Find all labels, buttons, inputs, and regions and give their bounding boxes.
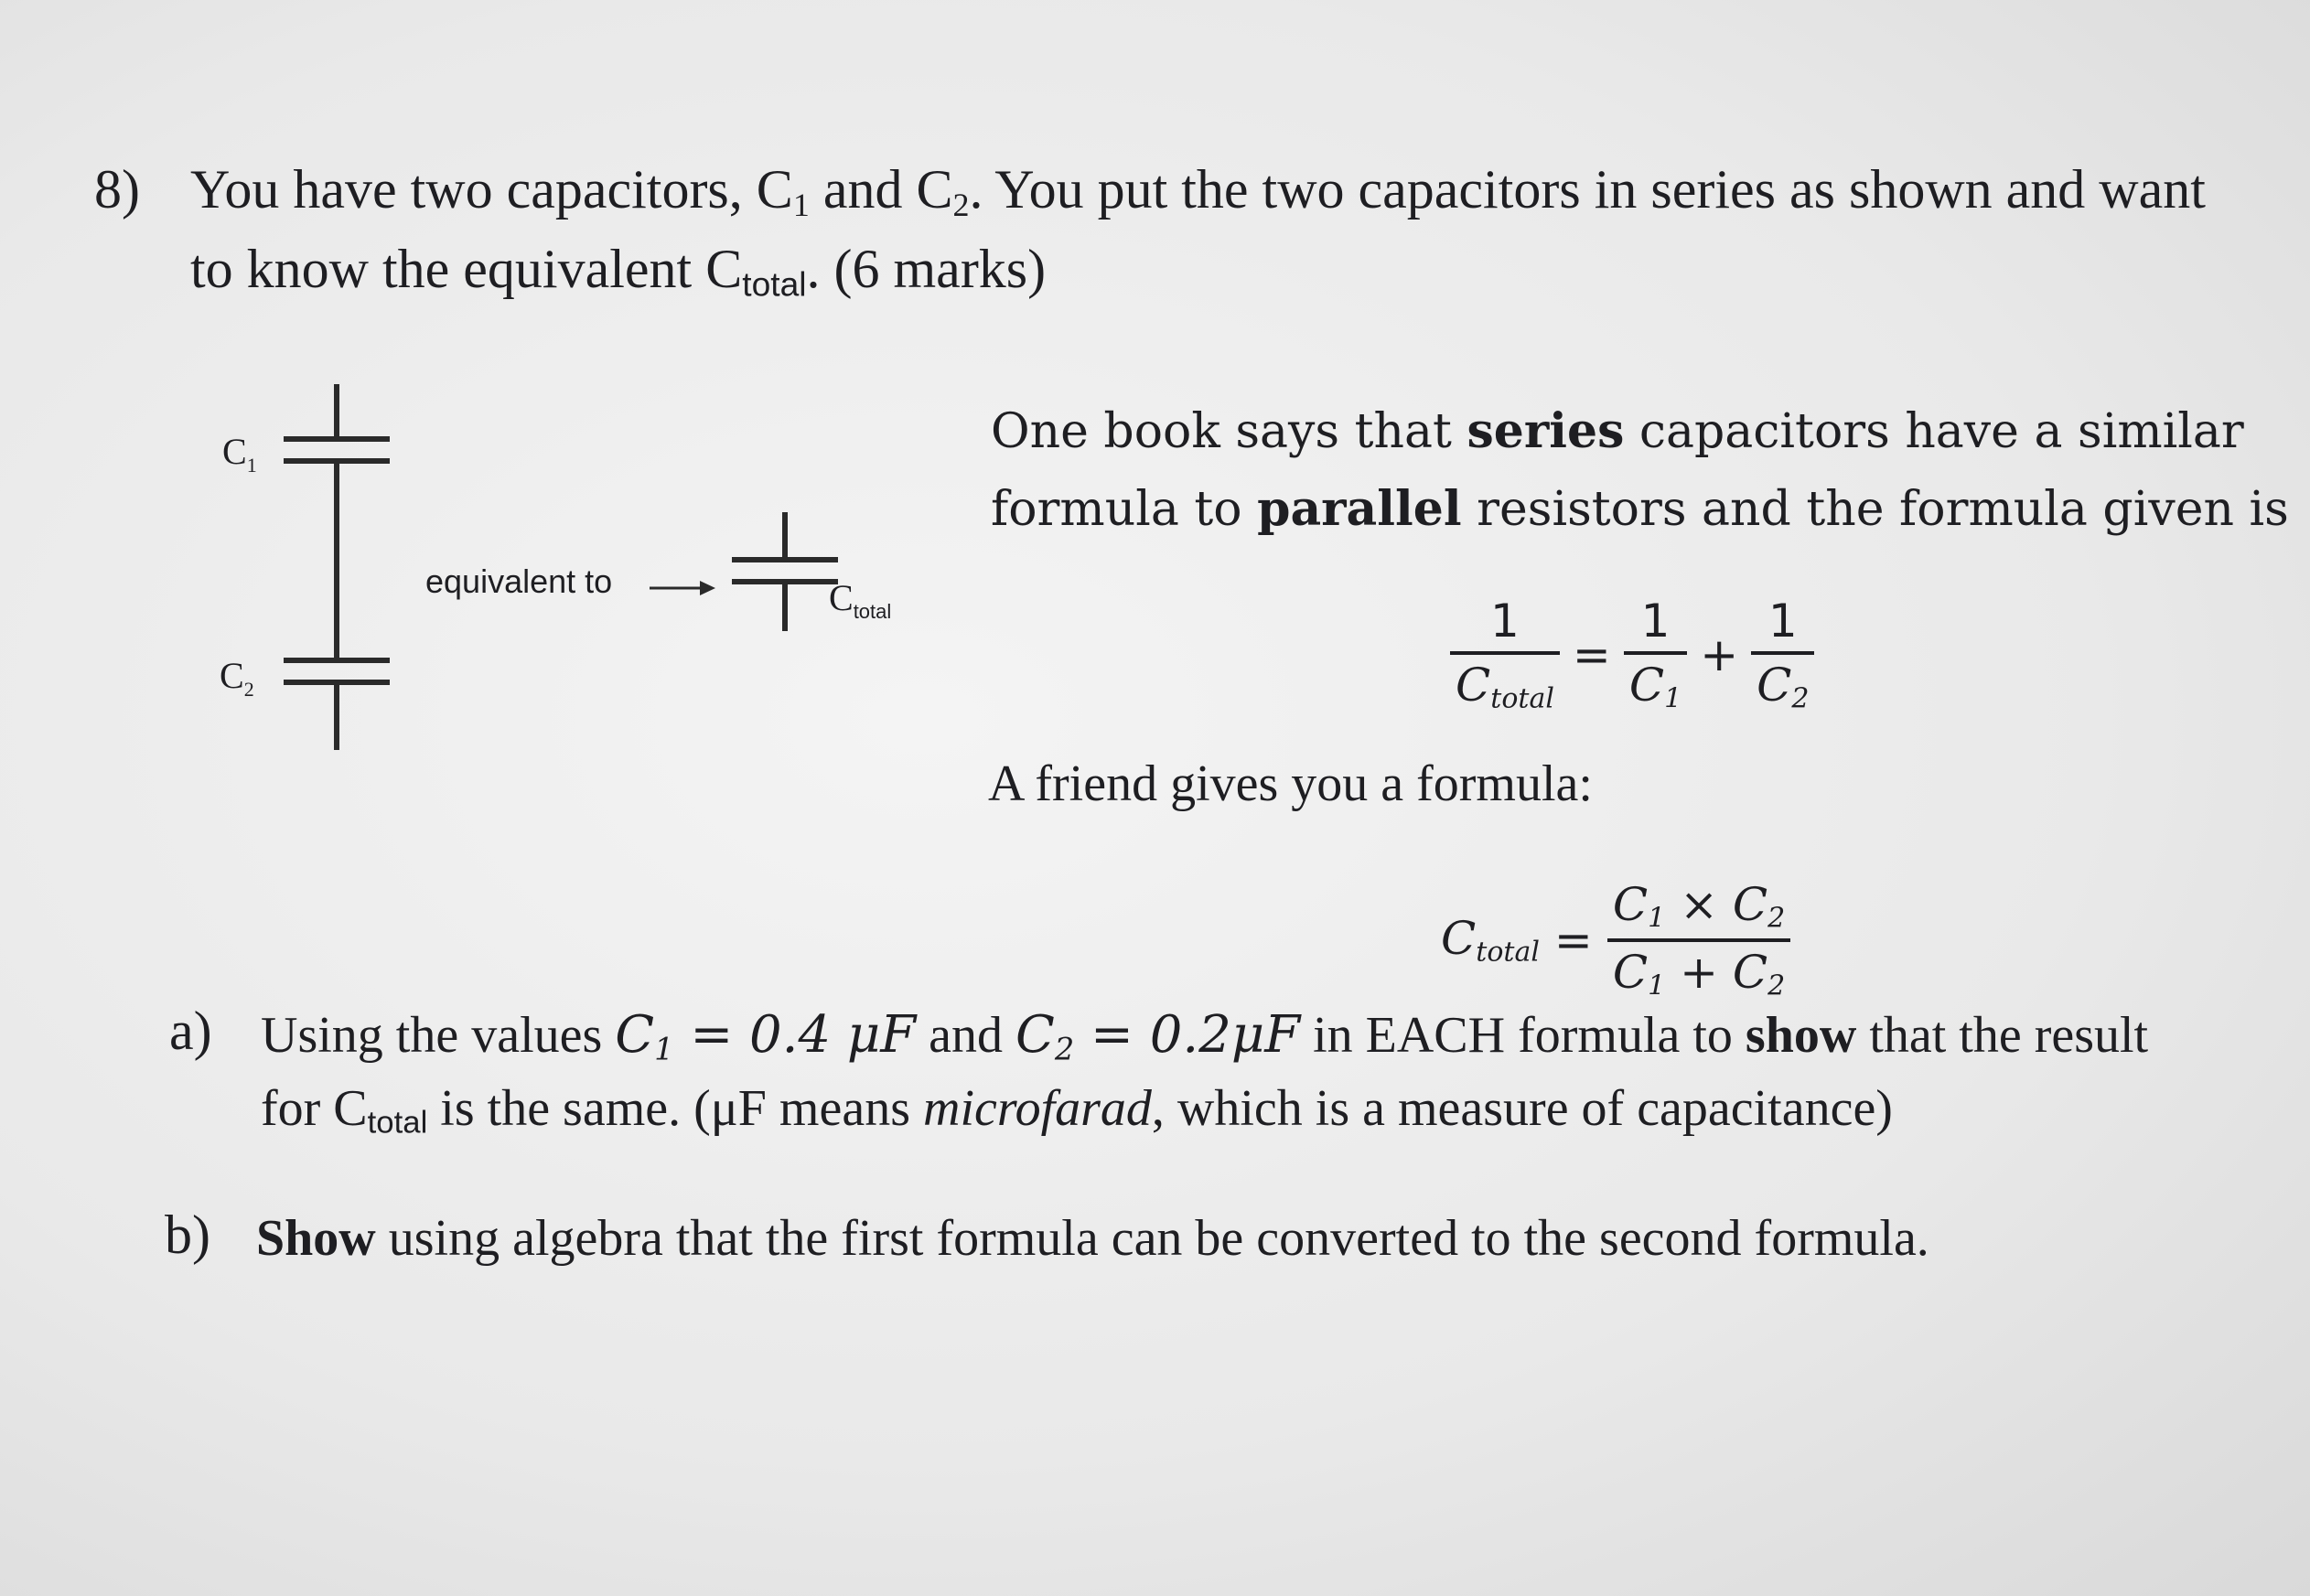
c2-label: $C_2$ (220, 655, 254, 701)
question-line-2: to know the equivalent $C_{total}$. (6 marks) (190, 239, 1047, 304)
part-a-label: a) (169, 1001, 212, 1061)
question-number: 8) (94, 159, 140, 220)
question-line-1: You have two capacitors, $C_1$ and $C_2$. You put the two capacitors in series as shown and want (190, 159, 2206, 223)
formula1-term1: $\frac{1}{C_1}$ (1624, 594, 1687, 715)
product-over-sum-formula: $C_{total}$ = $\frac{C_1 \times C_2}{C_1 + C_2}$ (1441, 878, 1790, 1002)
part-b-label: b) (165, 1205, 210, 1265)
equivalent-to-label: equivalent to (425, 562, 613, 600)
formula2-fraction: $\frac{C_1 \times C_2}{C_1 + C_2}$ (1607, 878, 1790, 1002)
ctotal-label: $C_{total}$ (829, 577, 892, 623)
part-a-line-1: Using the values $C_1 = 0.4$ μF and $C_2 = 0.2\mu F$ in EACH formula to show that the result (261, 1005, 2149, 1067)
formula1-term2: $\frac{1}{C_2}$ (1751, 594, 1814, 715)
part-b-line: Show using algebra that the first formula can be converted to the second formula. (256, 1210, 1929, 1267)
part-a-line-2: for $C_{total}$ is the same. (μF means microfarad, which is a measure of capacitance) (261, 1080, 1893, 1141)
friend-line: A friend gives you a formula: (988, 755, 1593, 812)
book-line-2: formula to parallel resistors and the formula given is (991, 481, 2289, 537)
formula1-lhs: $\frac{1}{C_{total}}$ (1450, 594, 1560, 715)
series-formula: $\frac{1}{C_{total}}$ = $\frac{1}{C_1}$ + $\frac{1}{C_2}$ (1450, 594, 1814, 715)
book-line-1: One book says that series capacitors have a similar (991, 403, 2244, 459)
c1-label: $C_1$ (222, 431, 257, 477)
